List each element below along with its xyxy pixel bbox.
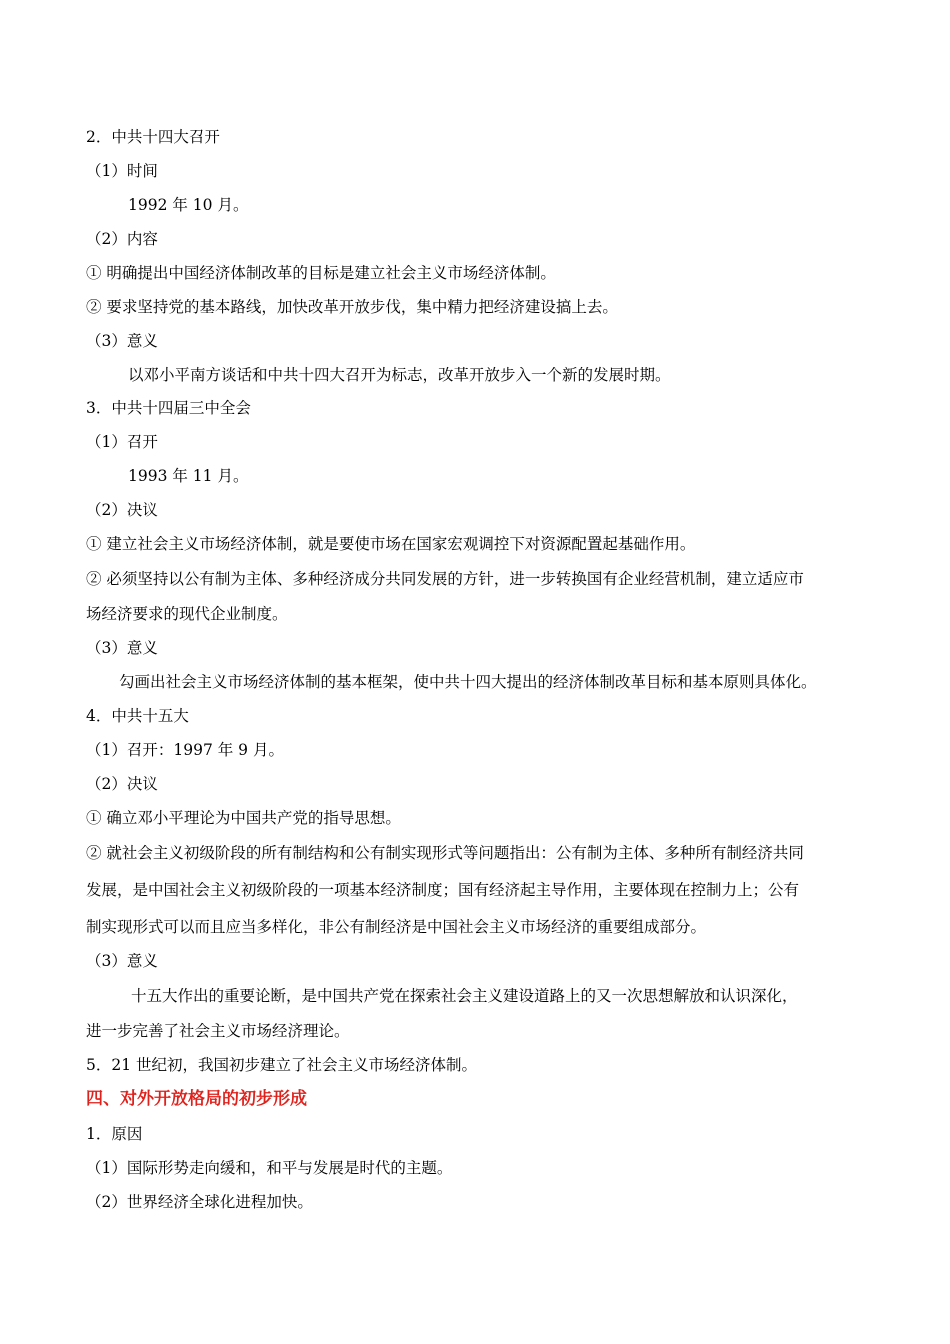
s2-content-item-2: ② 要求坚持党的基本路线，加快改革开放步伐，集中精力把经济建设搞上去。 (86, 298, 618, 316)
s2-meaning-label: （3）意义 (86, 332, 158, 350)
section-4-title: 4．中共十五大 (86, 707, 189, 725)
reason-item-1: （1）国际形势走向缓和，和平与发展是时代的主题。 (86, 1159, 453, 1177)
s2-time-label: （1）时间 (86, 162, 158, 180)
reason-item-2: （2）世界经济全球化进程加快。 (86, 1193, 313, 1211)
s3-open-label: （1）召开 (86, 433, 158, 451)
s4-meaning-label: （3）意义 (86, 952, 158, 970)
s3-resolution-item-2-line-1: ② 必须坚持以公有制为主体、多种经济成分共同发展的方针，进一步转换国有企业经营机制，建立适应市 (86, 570, 804, 588)
s4-resolution-item-2-line-3: 制实现形式可以而且应当多样化，非公有制经济是中国社会主义市场经济的重要组成部分。 (86, 918, 707, 936)
s3-meaning-text: 勾画出社会主义市场经济体制的基本框架，使中共十四大提出的经济体制改革目标和基本原则具体化。 (119, 673, 817, 691)
s2-meaning-text: 以邓小平南方谈话和中共十四大召开为标志，改革开放步入一个新的发展时期。 (128, 366, 671, 384)
section-2-title: 2．中共十四大召开 (86, 128, 220, 146)
s2-content-item-1: ① 明确提出中国经济体制改革的目标是建立社会主义市场经济体制。 (86, 264, 556, 282)
section-5-title: 5．21 世纪初，我国初步建立了社会主义市场经济体制。 (86, 1056, 478, 1074)
section-3-title: 3．中共十四届三中全会 (86, 399, 251, 417)
s2-content-label: （2）内容 (86, 230, 158, 248)
section-four-heading: 四、对外开放格局的初步形成 (86, 1089, 307, 1109)
s2-time-value: 1992 年 10 月。 (128, 196, 249, 214)
s3-resolution-label: （2）决议 (86, 501, 158, 519)
s3-resolution-item-1: ① 建立社会主义市场经济体制，就是要使市场在国家宏观调控下对资源配置起基础作用。 (86, 535, 696, 553)
s4-open-text: （1）召开：1997 年 9 月。 (86, 741, 284, 759)
s4-meaning-line-2: 进一步完善了社会主义市场经济理论。 (86, 1022, 350, 1040)
s4-resolution-item-1: ① 确立邓小平理论为中国共产党的指导思想。 (86, 809, 401, 827)
s4-meaning-line-1: 十五大作出的重要论断，是中国共产党在探索社会主义建设道路上的又一次思想解放和认识深化， (131, 987, 798, 1005)
s3-resolution-item-2-line-2: 场经济要求的现代企业制度。 (86, 605, 288, 623)
s3-open-value: 1993 年 11 月。 (128, 467, 249, 485)
s4-resolution-item-2-line-1: ② 就社会主义初级阶段的所有制结构和公有制实现形式等问题指出：公有制为主体、多种所有制经济共同 (86, 844, 804, 862)
s4-resolution-label: （2）决议 (86, 775, 158, 793)
s3-meaning-label: （3）意义 (86, 639, 158, 657)
reason-title: 1．原因 (86, 1125, 143, 1143)
s4-resolution-item-2-line-2: 发展，是中国社会主义初级阶段的一项基本经济制度；国有经济起主导作用，主要体现在控制力上；公有 (86, 881, 800, 899)
